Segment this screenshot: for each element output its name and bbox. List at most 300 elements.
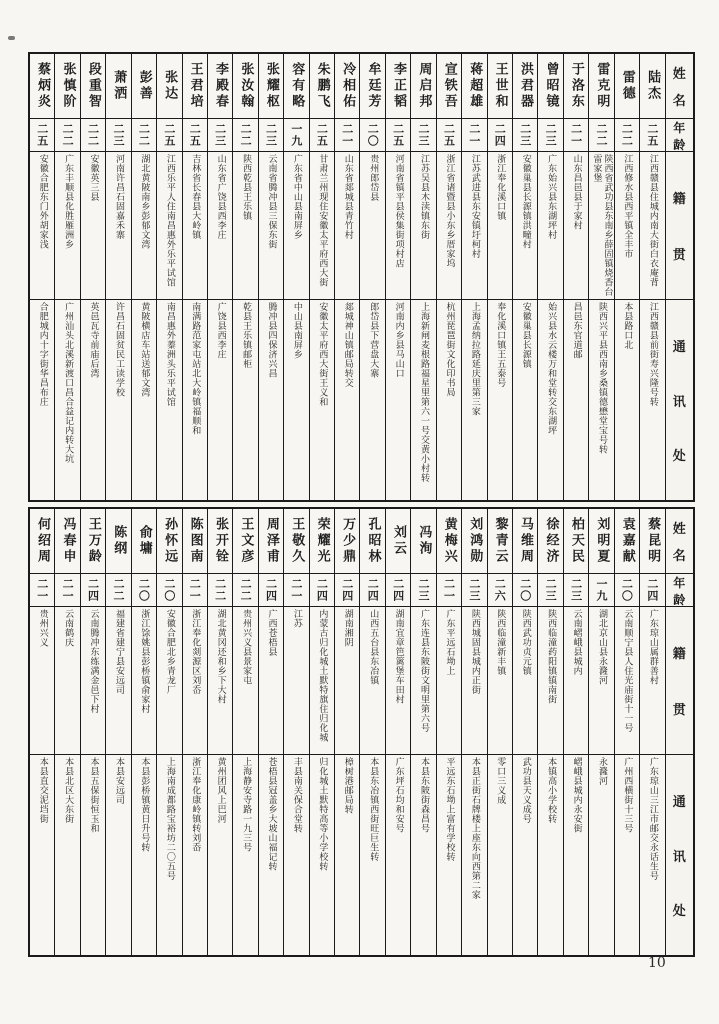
person-origin [259,151,283,299]
person-origin [411,151,435,299]
person-address [488,299,512,500]
person-origin [589,606,613,754]
person-age [513,118,537,151]
person-name-text: 陈图南 [187,517,203,565]
person-address [513,754,537,955]
person-address-text: 本县东陂街森昌号 [419,757,430,833]
person-name-text: 袁嘉献 [619,517,635,565]
person-origin-text: 安徽合肥东门外胡家浅 [37,154,48,249]
person-age-text: 二四 [645,578,659,602]
scan-smudge [8,36,15,40]
person-age [411,573,435,606]
person-address-text: 归化城土默特高等小学校转 [317,757,328,871]
person-address [335,299,359,500]
person-age-text: 二〇 [620,578,634,602]
person-name-text: 段重智 [85,62,101,110]
person-address [640,754,664,955]
person-name-text: 孙怀远 [162,517,178,565]
person-address [437,754,461,955]
person-name-text: 雷克明 [594,62,610,110]
person-address [310,754,334,955]
person-age-text: 二一 [188,578,202,602]
person-address [30,299,54,500]
person-name-text: 冯洵 [416,525,432,557]
person-age [437,573,461,606]
person-origin-text: 陕西城固县城内正街 [469,609,480,695]
person-origin-text: 浙江省诸暨县小东乡厝家坞 [444,154,455,268]
person-age [81,118,105,151]
person-origin [106,151,130,299]
person-name-text: 朱鹏飞 [314,62,330,110]
person-name [233,509,257,573]
person-age [564,573,588,606]
person-age-text: 二二 [213,578,227,602]
header-origin-label-char: 贯 [672,247,686,263]
person-address-text: 上海新闸麦根路福星里第六一号交黄小村转 [419,302,430,483]
person-column [156,509,181,955]
person-column [563,54,588,500]
person-address-text: 零口三义成 [495,757,506,805]
person-address-text: 河南内乡县马山口 [393,302,404,378]
person-column [30,509,54,955]
person-age-text: 二二 [137,123,151,147]
person-name [615,54,639,118]
person-age-text: 二三 [417,578,431,602]
person-column [410,509,435,955]
person-origin [183,151,207,299]
person-address-text: 奉化溪口镇王五泰号 [495,302,506,388]
roster-table-bottom [28,507,695,957]
person-origin [335,606,359,754]
header-origin-label-char: 贯 [672,702,686,718]
person-age [386,573,410,606]
person-address [81,299,105,500]
person-address-text: 本县正街石牌楼上座东向西第二家 [469,757,480,900]
person-column [309,509,334,955]
person-origin-text: 广东丰顺县化胜雁洲乡 [63,154,74,249]
header-name-label [666,509,693,573]
person-origin-text: 吉林省长春县大岭镇 [190,154,201,240]
person-origin [564,606,588,754]
person-origin-text: 江苏武进县东安镇圩柯村 [469,154,480,259]
header-age-label-char: 年 [673,121,686,135]
person-name [132,54,156,118]
person-column [182,54,207,500]
person-origin [81,151,105,299]
person-origin [360,606,384,754]
person-age [640,573,664,606]
person-address [233,754,257,955]
person-age-text: 二四 [315,578,329,602]
person-address-text: 江西赣县前街寿兴隆号转 [647,302,658,407]
person-column [537,509,562,955]
person-age [615,118,639,151]
person-column [461,54,486,500]
person-origin [233,606,257,754]
person-column [588,54,613,500]
person-age-text: 二四 [86,578,100,602]
person-name-text: 冷相佑 [340,62,356,110]
person-column [80,54,105,500]
person-origin [513,606,537,754]
person-age [437,118,461,151]
person-age [55,118,79,151]
person-address-text: 安徽巢县长源镇 [520,302,531,369]
person-address-text: 上海南成都路宝裕坊二〇五号 [164,757,175,881]
person-age [81,573,105,606]
person-origin [157,151,181,299]
person-origin-text: 江西乐平人住南昌惠外乐平试馆 [164,154,175,287]
person-age [513,573,537,606]
person-age [411,118,435,151]
person-name [488,54,512,118]
person-column [487,509,512,955]
person-address [462,299,486,500]
header-column [665,509,693,955]
person-name-text: 周泽甫 [263,517,279,565]
person-origin [462,606,486,754]
person-column [487,54,512,500]
person-name-text: 曾昭镜 [543,62,559,110]
person-origin-text: 甘肃兰州现住安徽太平府西大街 [317,154,328,287]
person-name [81,54,105,118]
person-origin-text: 贵州兴义县景家屯 [241,609,252,685]
person-name [284,509,308,573]
person-age [208,573,232,606]
person-age [335,573,359,606]
person-age-text: 二三 [213,123,227,147]
person-address [589,754,613,955]
person-age-text: 二四 [264,578,278,602]
header-address-label [666,754,693,955]
person-age-text: 二五 [315,123,329,147]
person-origin [462,151,486,299]
header-address-label-char: 处 [672,904,686,920]
person-origin-text: 云南顺宁县人住光庙街十一号 [622,609,633,733]
person-column [80,509,105,955]
person-origin-text: 湖北黄陂南乡彭郁文湾 [139,154,150,249]
person-column [232,54,257,500]
person-address-text: 平远东石坳上富有学校转 [444,757,455,862]
header-address-label-char: 处 [672,449,686,465]
person-age-text: 二五 [391,123,405,147]
person-name-text: 黄梅兴 [441,517,457,565]
person-age-text: 二二 [239,578,253,602]
person-address-text: 南满路范家屯站北大岭镇福顺和 [190,302,201,435]
person-origin-text: 陕西临潼新丰镇 [495,609,506,676]
person-origin-text: 福建省建宁县安远司 [113,609,124,695]
person-age [106,118,130,151]
person-address [589,299,613,500]
person-address-text: 许昌石固贫民工读学校 [113,302,124,397]
person-name-text: 李殿春 [212,62,228,110]
person-name-text: 柏天民 [568,517,584,565]
person-origin [81,606,105,754]
person-age [259,118,283,151]
person-name-text: 王君培 [187,62,203,110]
header-address-label-char: 讯 [672,394,686,410]
person-address [208,299,232,500]
person-address-text: 本县安远司 [113,757,124,805]
person-column [258,509,283,955]
person-origin [132,151,156,299]
person-origin [106,606,130,754]
person-age [360,118,384,151]
person-column [334,509,359,955]
person-age [30,118,54,151]
person-age [310,118,334,151]
person-age [310,573,334,606]
person-origin [55,606,79,754]
header-origin-label [666,151,693,299]
person-address-text: 合肥城内十字街华昌布庄 [37,302,48,407]
person-address [259,299,283,500]
person-address-text: 苍梧县冠盖乡大坡山福记转 [266,757,277,871]
person-column [283,54,308,500]
person-name [106,54,130,118]
person-column [334,54,359,500]
person-column [639,54,664,500]
person-origin-text: 陕西武功贞元镇 [520,609,531,676]
header-age-label [666,118,693,151]
person-address-text: 广东琼山三江市邮交永话生号 [647,757,658,881]
person-address-text: 陕西兴平县西南乡桑镇德懋堂宝号转 [596,302,607,454]
person-origin-text: 江苏 [291,609,302,628]
person-name [564,509,588,573]
person-address-text: 郯城神山镇邮局转交 [342,302,353,388]
person-age-text: 二一 [61,578,75,602]
person-address [615,754,639,955]
person-age-text: 二五 [442,123,456,147]
person-address-text: 昌邑东官道邮 [571,302,582,359]
person-address-text: 樟树港邮局转 [342,757,353,814]
person-name-text: 马维周 [518,517,534,565]
person-origin-text: 江西赣县住城内南大街白衣庵背 [647,154,658,287]
person-column [614,54,639,500]
page-number: 10 [648,955,666,971]
person-origin-text: 河南省镇平县侯集街项村店 [393,154,404,268]
person-name [132,509,156,573]
person-address [564,299,588,500]
person-address [183,754,207,955]
person-name [360,509,384,573]
person-age-text: 二一 [442,578,456,602]
person-address-text: 中山县南屏乡 [291,302,302,359]
person-column [614,509,639,955]
person-age [462,118,486,151]
header-age-label [666,573,693,606]
person-name [386,54,410,118]
person-origin-text: 云南腾冲东练满金邑下村 [88,609,99,714]
person-origin [386,151,410,299]
person-name [284,54,308,118]
person-name-text: 刘云 [390,525,406,557]
person-origin [538,151,562,299]
person-origin-text: 浙江奉化溪口镇 [495,154,506,221]
person-age [615,573,639,606]
person-origin-text: 广东平远石坳上 [444,609,455,676]
person-origin [284,606,308,754]
person-column [30,54,54,500]
person-address-text: 郎岱县下营盘大寨 [368,302,379,378]
person-name-text: 宣铁吾 [441,62,457,110]
person-origin-text: 湖南湘阴 [342,609,353,647]
person-origin [564,151,588,299]
person-origin [208,151,232,299]
person-address [360,754,384,955]
person-age [589,118,613,151]
person-origin [259,606,283,754]
person-origin-text: 湖北黄冈还和乡下大村 [215,609,226,704]
person-name [589,509,613,573]
person-age-text: 二六 [493,578,507,602]
person-origin-text: 山西五台县东冶镇 [368,609,379,685]
person-address [513,299,537,500]
person-address [564,754,588,955]
person-address-text: 黄陂横店车站送郁文湾 [139,302,150,397]
person-name-text: 张汝翰 [238,62,254,110]
person-address [157,299,181,500]
person-origin-text: 广东始兴县东湖坪村 [546,154,557,240]
person-column [359,54,384,500]
person-name-text: 李正韬 [390,62,406,110]
person-name-text: 万少鼎 [340,517,356,565]
person-origin [208,606,232,754]
person-address [615,299,639,500]
person-origin [335,151,359,299]
person-column [105,54,130,500]
person-origin [233,151,257,299]
person-address [132,299,156,500]
person-name [335,54,359,118]
person-address-text: 始兴县水云楼万和堂转交东湖坪 [546,302,557,435]
person-name [640,509,664,573]
person-age [183,118,207,151]
person-address-text: 永漋河 [596,757,607,786]
person-age-text: 二四 [391,578,405,602]
person-column [207,509,232,955]
person-origin-text: 广东省中山县南屏乡 [291,154,302,240]
person-name [208,54,232,118]
person-age-text: 二三 [264,123,278,147]
person-origin-text: 山东昌邑县于家村 [571,154,582,230]
person-address-text: 本县直交泥垱街 [37,757,48,824]
person-origin-text: 内蒙古归化城土默特旗住归化城 [317,609,328,742]
person-age-text: 二三 [544,578,558,602]
person-column [385,509,410,955]
person-column [258,54,283,500]
person-age [55,573,79,606]
person-age [488,118,512,151]
person-name [615,509,639,573]
person-address [310,299,334,500]
person-name [386,509,410,573]
person-origin-text: 安徽合肥北乡青龙厂 [164,609,175,695]
person-name-text: 黎青云 [492,517,508,565]
person-address [462,754,486,955]
person-column [105,509,130,955]
person-column [359,509,384,955]
person-age [640,118,664,151]
person-age [106,573,130,606]
person-origin [589,151,613,299]
person-address [386,754,410,955]
person-origin-text: 广东琼山属群善村 [647,609,658,685]
person-address-text: 黄州团风上巴河 [215,757,226,824]
person-age-text: 二〇 [137,578,151,602]
person-address [106,754,130,955]
person-age-text: 二〇 [518,578,532,602]
person-age [157,118,181,151]
person-column [639,509,664,955]
person-origin [411,606,435,754]
person-address-text: 本镇高小学校转 [546,757,557,824]
person-name [310,54,334,118]
person-age-text: 二三 [467,578,481,602]
person-age [538,573,562,606]
person-age [157,573,181,606]
person-age-text: 二三 [111,123,125,147]
person-age [284,118,308,151]
person-age [284,573,308,606]
person-origin [310,151,334,299]
person-name [81,509,105,573]
person-address-text: 南昌惠外蓁洲头乐平试馆 [164,302,175,407]
person-address [132,754,156,955]
person-age-text: 二〇 [366,123,380,147]
person-name [157,509,181,573]
person-column [436,509,461,955]
person-name-text: 王敬久 [289,517,305,565]
person-column [385,54,410,500]
person-column [182,509,207,955]
header-address-label [666,299,693,500]
person-age [589,573,613,606]
person-age-text: 二〇 [162,578,176,602]
person-age [462,573,486,606]
person-address [106,299,130,500]
person-address-text: 乾县王乐镇邮柜 [241,302,252,369]
person-origin-text: 江苏吴县木渎镇东街 [419,154,430,240]
person-name [462,509,486,573]
header-column [665,54,693,500]
person-address [284,754,308,955]
person-age [183,573,207,606]
person-age-text: 二五 [35,123,49,147]
person-name [564,54,588,118]
person-name-text: 刘鸿勋 [467,517,483,565]
header-origin-label [666,606,693,754]
person-address [233,299,257,500]
person-name-text: 张耀枢 [263,62,279,110]
person-name-text: 孔昭林 [365,517,381,565]
person-age [30,573,54,606]
header-origin-label-char: 籍 [672,192,686,208]
person-name [30,509,54,573]
header-name-label [666,54,693,118]
person-address-text: 广州汕头北溪新渡口昌合益记内转大坑 [63,302,74,464]
person-age [208,118,232,151]
header-age-label-char: 龄 [673,138,686,151]
person-age [386,118,410,151]
person-column [537,54,562,500]
person-column [436,54,461,500]
person-origin [284,151,308,299]
person-column [461,509,486,955]
person-origin [30,606,54,754]
person-age-text: 二三 [569,578,583,602]
person-age-text: 二二 [239,123,253,147]
